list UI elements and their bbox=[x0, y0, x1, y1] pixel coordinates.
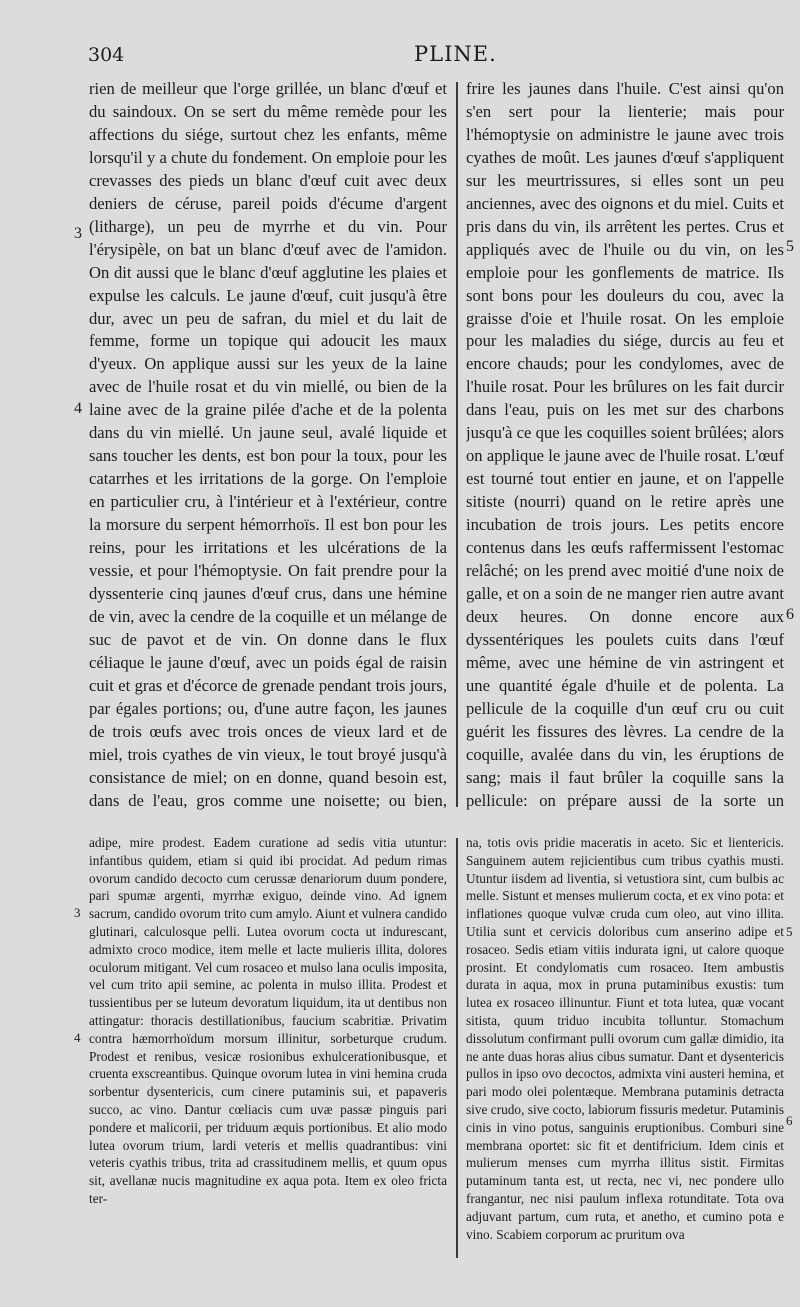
french-text-left: rien de meilleur que l'orge grillée, un blanc d'œuf et du saindoux. On se sert du même remède pour les affections du siége, surtout chez les enfants, même lorsqu'il y a chute du fondement. On emploie pour les crevasses des pieds un blanc d'œuf cuit avec deux deniers de céruse, pareil poids d'écume d'argent (litharge), un peu de myrrhe et du vin. Pour l'érysipèle, on bat un blanc d'œuf avec de l'amidon. On dit aussi que le blanc d'œuf agglutine les plaies et expulse les calculs. Le jaune d'œuf, cuit jusqu'à être dur, avec un peu de safran, du miel et du lait de femme, forme un topique qui adoucit les maux d'yeux. On applique aussi sur les yeux de la laine avec de l'huile rosat et du vin miellé, ou bien de la laine avec de la graine pilée d'ache et de la polenta dans du vin miellé. Un jaune seul, avalé liquide et sans toucher les dents, est bon pour la toux, pour les catarrhes et les irritations de la gorge. On l'emploie en particulier cru, à l'intérieur et à l'extérieur, contre la morsure du serpent hémorrhoïs. Il est bon pour les reins, pour les irritations et les ulcérations de la vessie, et pour l'hémoptysie. On fait prendre pour la dyssenterie cinq jaunes d'œuf crus, dans une hémine de vin, avec la cendre de la coquille et un mélange de suc de pavot et de vin. On donne dans le flux céliaque le jaune d'œuf, avec un poids égal de raisin cuit et gras et d'écorce de grenade pendant trois jours, par égales portions; ou, d'une autre façon, les jaunes de trois œufs avec trois onces de vieux lard et de miel, trois cyathes de vin vieux, le tout broyé jusqu'à consistance de miel; on en donne, quand besoin est, dans de l'eau, gros comme une noisette; ou bien, bbox=[89, 79, 447, 810]
latin-text-right: na, totis ovis pridie maceratis in aceto. Sic et lientericis. Sanguinem autem rejicientibus cum tribus cyathis musti. Utuntur iisdem ad liventia, si vetustiora sint, cum bulbis ac melle. Sistunt et menses mulierum cocta, et ex vino pota: et inflationes quoque vulvæ cruda cum oleo, aut vino illita. Utilia sunt et cervicis doloribus cum anserino adipe et rosaceo. Sedis etiam vitiis indurata igni, ut calore quoque prosint. Et condylomatis cum rosaceo. Item ambustis durata in aqua, mox in pruna putaminibus exustis: tum lutea ex rosaceo illinuntur. Fiunt et tota lutea, quæ vocant sitista, quum triduo incubita tolluntur. Stomachum dissolutum confirmant pulli ovorum cum gallæ dimidio, ita ne ante duas horas alius cibus sumatur. Dant et dysentericis pullos in ipso ovo decoctos, admixta vini austeri hemina, et pari modo olei polentæque. Membrana putaminis detracta sive crudo, sive cocto, labiorum fissuris medetur. Putaminis cinis in vino potus, sanguinis eruptionibus. Comburi sine membrana oportet: sic fit et dentifricium. Idem cinis et mulierum menses cum myrrha illitus sistit. Firmitas putaminum tanta est, ut recta, nec vi, nec pondere ullo frangantur, nec nisi paulum inflexa rotunditate. Tota ova adjuvant partum, cum ruta, et anetho, et cumino pota e vino. Scabiem corporum ac pruritum ova bbox=[466, 835, 784, 1242]
margin-section-number: 5 bbox=[786, 924, 793, 939]
latin-column-right bbox=[466, 834, 784, 1262]
margin-section-number: 6 bbox=[786, 606, 794, 623]
margin-section-number: 4 bbox=[74, 1030, 81, 1045]
french-column-right bbox=[466, 78, 784, 813]
page-number: 304 bbox=[88, 44, 125, 66]
margin-section-number: 5 bbox=[786, 238, 794, 255]
page-header bbox=[88, 42, 760, 76]
column-divider bbox=[456, 838, 458, 1258]
french-column-left bbox=[89, 78, 447, 813]
margin-section-number: 3 bbox=[74, 225, 82, 242]
margin-section-number: 6 bbox=[786, 1113, 793, 1128]
margin-section-number: 3 bbox=[74, 905, 81, 920]
margin-section-number: 4 bbox=[74, 400, 82, 417]
latin-text-left: adipe, mire prodest. Eadem curatione ad sedis vitia utuntur: infantibus quidem, etiam si quid ibi procidat. Ad pedum rimas ovorum candido decocto cum cerussæ denariorum duum pondere, pari spumæ argenti, myrrhæ exiguo, deinde vino. Ad ignem sacrum, candido ovorum trito cum amylo. Aiunt et vulnera candido glutinari, calculosque pelli. Lutea ovorum cocta ut indurescant, admixto croco modice, item melle et lacte mulieris illita, dolores oculorum mitigant. Vel cum rosaceo et mulso lana oculis imposita, vel cum trito apii semine, ac polenta in mulso illita. Prodest et tussientibus per se luteum devoratum liquidum, ita ut dentibus non attingatur: thoracis destillationibus, faucium scabritiæ. Privatim contra hæmorrhoïdum morsum illinitur, sorbeturque crudum. Prodest et renibus, vesicæ rosionibus exhulcerationibusque, et cruenta exscreantibus. Quinque ovorum lutea in vini hemina cruda sorbentur dysentericis, cum cinere putaminis sui, et papaveris succo, ac vino. Dantur cœliacis cum uvæ passæ pinguis pari pondere et malicorii, per triduum æquis portionibus. Et alio modo lutea ovorum trium, lardi veteris et mellis quadrantibus: vini veteris cyathis tribus, trita ad crassitudinem mellis, et quum opus sit, avellanæ nucis magnitudine ex aqua pota. Item ex oleo fricta ter- bbox=[89, 835, 447, 1206]
running-title: PLINE. bbox=[414, 42, 497, 66]
column-divider bbox=[456, 82, 458, 807]
latin-column-left bbox=[89, 834, 447, 1262]
french-text-right: frire les jaunes dans l'huile. C'est ainsi qu'on s'en sert pour la lienterie; mais pour l'hémoptysie on administre le jaune avec trois cyathes de moût. Les jaunes d'œuf s'appliquent sur les meurtrissures, si elles sont un peu anciennes, avec des oignons et du miel. Cuits et pris dans du vin, ils arrêtent les pertes. Crus et appliqués avec de l'huile ou du vin, on les emploie pour les gonflements de matrice. Ils sont bons pour les douleurs du cou, avec la graisse d'oie et l'huile rosat. On les emploie pour les maladies du siége, durcis au feu et encore chauds; pour les condylomes, avec de l'huile rosat. Pour les brûlures on les fait durcir dans l'eau, puis on les met sur des charbons jusqu'à ce que les coquilles soient brûlées; alors on applique le jaune avec de l'huile rosat. L'œuf est tourné tout entier en jaune, et on l'appelle sitiste (nourri) quand on le retire après une incubation de trois jours. Les petits encore contenus dans les œufs raffermissent l'estomac relâché; on les prend avec moitié d'une noix de galle, et on a soin de ne manger rien autre avant deux heures. On donne encore aux dyssentériques les poulets cuits dans l'œuf même, avec une hémine de vin astringent et une quantité égale d'huile et de polenta. La pellicule de la coquille d'un œuf cru ou cuit guérit les fissures des lèvres. La cendre de la coquille, avalée dans du vin, les éruptions de sang; mais il faut brûler la coquille sans la pellicule: on prépare aussi de la sorte un bbox=[466, 79, 784, 810]
